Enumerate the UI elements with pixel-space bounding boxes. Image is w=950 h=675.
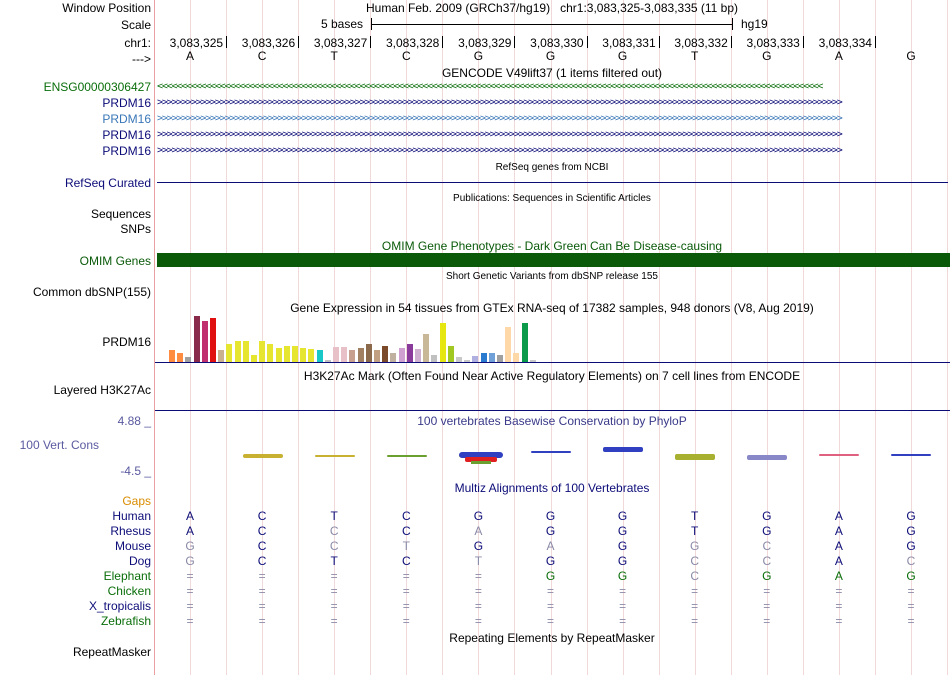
cons-mark-t8 [675, 454, 715, 460]
publications-track-title: Publications: Sequences in Scientific Articles [453, 193, 651, 204]
reference-base: G [545, 49, 556, 63]
multiz-base: = [907, 584, 915, 598]
track-label-omim-genes[interactable]: OMIM Genes [79, 254, 151, 268]
gtex-tissue-bar[interactable] [292, 346, 298, 362]
multiz-base: C [257, 554, 267, 568]
gene-prdm16-arrows-4[interactable]: >>>>>>>>>>>>>>>>>>>>>>>>>>>>>>>>>>>>>>>>>>>>>>>>>>>>>>>>>>>>>>>>>>>>>>>>>>>>>>>>>>>>>>>>>>>>>>>>>>>>>>>>>>>>>>>>>>>>>>>>>>>>>>>>>>>>>>>>>>>>>> [157, 145, 842, 156]
multiz-base: G [906, 509, 916, 523]
multiz-base: = [186, 614, 194, 628]
multiz-base: T [330, 509, 338, 523]
multiz-species-label[interactable]: Elephant [103, 569, 151, 583]
scale-db-label: hg19 [741, 17, 768, 31]
multiz-species-label[interactable]: Human [112, 509, 151, 523]
assembly-position-header [366, 1, 738, 15]
reference-base: A [834, 49, 843, 63]
multiz-base: C [401, 524, 411, 538]
multiz-base: T [402, 539, 410, 553]
gtex-tissue-bar[interactable] [341, 347, 347, 362]
reference-base: C [401, 49, 411, 63]
gencode-track-title: GENCODE V49lift37 (1 items filtered out) [441, 66, 663, 80]
multiz-base: = [474, 584, 482, 598]
track-label-column [0, 0, 153, 675]
multiz-base: G [545, 554, 556, 568]
gtex-tissue-bar[interactable] [317, 350, 323, 362]
multiz-base: C [257, 539, 267, 553]
multiz-base: = [474, 614, 482, 628]
gtex-tissue-bar[interactable] [358, 348, 364, 362]
track-label-ensg[interactable]: ENSG00000306427 [43, 80, 151, 94]
multiz-base: = [258, 584, 266, 598]
ruler-coordinate: 3,083,329 [458, 36, 512, 50]
multiz-base: C [401, 554, 411, 568]
gtex-tissue-bar[interactable] [489, 353, 495, 362]
gtex-tissue-bar[interactable] [407, 344, 413, 362]
multiz-base: = [258, 569, 266, 583]
ruler-coordinate: 3,083,331 [602, 36, 656, 50]
multiz-base: = [546, 599, 555, 613]
multiz-species-label[interactable]: X_tropicalis [88, 599, 151, 613]
multiz-base: = [619, 599, 627, 613]
scale-bar-line [371, 24, 733, 25]
multiz-base: C [762, 539, 772, 553]
cons-mark-a10 [819, 454, 859, 456]
multiz-base: = [474, 599, 482, 613]
ruler-coordinate: 3,083,327 [313, 36, 368, 50]
repeatmasker-track-title: Repeating Elements by RepeatMasker [449, 631, 655, 645]
track-label-gaps[interactable]: Gaps [122, 494, 151, 508]
multiz-base: G [906, 569, 916, 583]
multiz-base: C [906, 554, 916, 568]
ruler-tick [226, 36, 227, 48]
multiz-base: G [545, 569, 556, 583]
scale-bar-end [732, 18, 733, 30]
multiz-base: = [402, 584, 410, 598]
multiz-species-label[interactable]: Zebrafish [100, 614, 151, 628]
gtex-tissue-bar[interactable] [202, 321, 208, 362]
multiz-base: = [186, 599, 194, 613]
reference-base: G [617, 49, 628, 63]
conservation-min-value: -4.5 _ [120, 464, 151, 478]
multiz-base: = [835, 614, 843, 628]
track-data-panel[interactable] [155, 0, 950, 675]
track-label-100-vert-cons[interactable]: 100 Vert. Cons [19, 438, 99, 452]
multiz-base: = [186, 584, 194, 598]
ruler-tick [659, 36, 660, 48]
scale-bar-label: 5 bases [321, 17, 364, 31]
gtex-tissue-bar[interactable] [440, 323, 446, 362]
gtex-tissue-bar[interactable] [366, 344, 372, 362]
track-label-gtex-prdm16[interactable]: PRDM16 [102, 335, 151, 349]
strand-label: ---> [132, 52, 151, 66]
multiz-base: = [763, 584, 771, 598]
multiz-base: = [402, 599, 410, 613]
multiz-base: G [690, 539, 700, 553]
cons-mark-g5-stack [459, 452, 503, 466]
reference-base: C [257, 49, 267, 63]
ruler-tick [370, 36, 371, 48]
gene-prdm16-arrows-2[interactable]: >>>>>>>>>>>>>>>>>>>>>>>>>>>>>>>>>>>>>>>>>>>>>>>>>>>>>>>>>>>>>>>>>>>>>>>>>>>>>>>>>>>>>>>>>>>>>>>>>>>>>>>>>>>>>>>>>>>>>>>>>>>>>>>>>>>>>>>>>>>>>> [157, 113, 842, 124]
multiz-base: A [546, 539, 555, 553]
multiz-base: C [762, 554, 772, 568]
assembly-name: Human Feb. 2009 (GRCh37/hg19) [365, 1, 551, 15]
gtex-track-title: Gene Expression in 54 tissues from GTEx RNA-seq of 17382 samples, 948 donors (V8, Aug 2019) [290, 301, 814, 315]
refseq-gene-line[interactable] [157, 182, 948, 183]
gtex-tissue-bar[interactable] [267, 344, 273, 362]
omim-gene-bar[interactable] [157, 253, 950, 267]
multiz-base: = [691, 584, 699, 598]
multiz-base: = [474, 569, 482, 583]
multiz-base: G [185, 539, 195, 553]
multiz-base: G [906, 539, 916, 553]
multiz-track-title: Multiz Alignments of 100 Vertebrates [454, 481, 650, 495]
gtex-tissue-bar[interactable] [333, 347, 339, 362]
ruler-tick [587, 36, 588, 48]
multiz-species-label[interactable]: Dog [128, 554, 151, 568]
gtex-tissue-bar[interactable] [194, 316, 200, 362]
multiz-base: A [834, 554, 843, 568]
chromosome-label: chr1: [124, 36, 151, 50]
gtex-tissue-bar[interactable] [259, 341, 265, 362]
gtex-tissue-bar[interactable] [235, 341, 241, 362]
gtex-tissue-bar[interactable] [399, 348, 405, 362]
multiz-base: A [185, 509, 195, 523]
reference-base: G [473, 49, 484, 63]
multiz-base: = [402, 569, 410, 583]
multiz-base: T [691, 509, 699, 523]
gtex-tissue-bar[interactable] [374, 350, 380, 362]
multiz-base: = [258, 599, 266, 613]
ruler-coordinate: 3,083,325 [169, 36, 224, 50]
conservation-max-value: 4.88 _ [117, 414, 151, 428]
multiz-species-label[interactable]: Chicken [107, 584, 151, 598]
multiz-base: G [617, 539, 628, 553]
ruler-tick [514, 36, 515, 48]
multiz-species-label[interactable]: Mouse [114, 539, 151, 553]
multiz-base: = [763, 599, 771, 613]
multiz-base: = [907, 614, 915, 628]
multiz-base: C [257, 524, 267, 538]
cons-mark-g9 [747, 455, 787, 460]
position-readout: chr1:3,083,325-3,083,335 (11 bp) [560, 1, 739, 15]
ruler-coordinate: 3,083,332 [674, 36, 728, 50]
track-label-refseq-curated[interactable]: RefSeq Curated [64, 176, 151, 190]
multiz-base: = [619, 584, 627, 598]
multiz-base: G [617, 554, 628, 568]
multiz-base: A [834, 524, 843, 538]
multiz-base: G [473, 539, 484, 553]
gtex-tissue-bar[interactable] [243, 341, 249, 362]
ruler-tick [803, 36, 804, 48]
multiz-base: = [546, 584, 555, 598]
ruler-tick [875, 36, 876, 48]
gtex-tissue-bar[interactable] [226, 344, 232, 362]
gtex-tissue-bar[interactable] [522, 323, 528, 362]
gtex-tissue-bar[interactable] [349, 350, 355, 362]
multiz-base: C [329, 524, 339, 538]
multiz-base: = [619, 614, 627, 628]
multiz-base: = [330, 569, 338, 583]
multiz-base: = [186, 569, 194, 583]
h3k27ac-track-title: H3K27Ac Mark (Often Found Near Active Regulatory Elements) on 7 cell lines from ENCODE [303, 369, 801, 383]
reference-base: A [185, 49, 195, 63]
gtex-tissue-bar[interactable] [431, 355, 437, 362]
reference-base: G [762, 49, 772, 63]
reference-base: T [330, 49, 338, 63]
gtex-tissue-bar[interactable] [390, 353, 396, 362]
multiz-base: G [762, 569, 772, 583]
gtex-bar-chart[interactable] [169, 316, 539, 362]
ruler-coordinate: 3,083,330 [530, 36, 584, 50]
cons-mark-g7 [603, 447, 643, 452]
gene-prdm16-arrows-3[interactable]: >>>>>>>>>>>>>>>>>>>>>>>>>>>>>>>>>>>>>>>>>>>>>>>>>>>>>>>>>>>>>>>>>>>>>>>>>>>>>>>>>>>>>>>>>>>>>>>>>>>>>>>>>>>>>>>>>>>>>>>>>>>>>>>>>>>>>>>>>>>>>> [157, 129, 842, 140]
gtex-tissue-bar[interactable] [423, 334, 429, 362]
multiz-base: G [762, 524, 772, 538]
multiz-base: = [907, 599, 915, 613]
multiz-base: C [690, 569, 700, 583]
gene-ensg-arrows[interactable]: <<<<<<<<<<<<<<<<<<<<<<<<<<<<<<<<<<<<<<<<<<<<<<<<<<<<<<<<<<<<<<<<<<<<<<<<<<<<<<<<<<<<<<<<<<<<<<<<<<<<<<<<<<<<<<<<<<<<<<<<<<<<<<<<<<<<<<<<<< [157, 81, 823, 92]
multiz-base: T [691, 524, 699, 538]
multiz-base: G [473, 509, 484, 523]
ruler-tick [731, 36, 732, 48]
multiz-base: = [763, 614, 771, 628]
ruler-coordinate: 3,083,334 [818, 36, 872, 50]
multiz-base: A [185, 524, 195, 538]
multiz-base: A [834, 509, 843, 523]
track-label-prdm16-2[interactable]: PRDM16 [102, 112, 151, 126]
multiz-base: = [258, 614, 266, 628]
scale-label: Scale [120, 18, 151, 32]
track-label-prdm16-4[interactable]: PRDM16 [102, 144, 151, 158]
gtex-tissue-bar[interactable] [284, 346, 290, 362]
dbsnp-track-title: Short Genetic Variants from dbSNP release 155 [446, 271, 658, 282]
multiz-base: T [474, 554, 483, 568]
multiz-base: G [762, 509, 772, 523]
track-label-prdm16-1[interactable]: PRDM16 [102, 96, 151, 110]
ruler-coordinate: 3,083,326 [241, 36, 296, 50]
track-label-prdm16-3[interactable]: PRDM16 [102, 128, 151, 142]
multiz-base: G [617, 569, 628, 583]
gtex-tissue-bar[interactable] [300, 348, 306, 362]
multiz-base: C [401, 509, 411, 523]
reference-base: G [906, 49, 916, 63]
ruler-tick [298, 36, 299, 48]
ruler-coordinate: 3,083,328 [385, 36, 440, 50]
gtex-tissue-bar[interactable] [251, 355, 257, 362]
multiz-base: = [402, 614, 410, 628]
gtex-tissue-bar[interactable] [276, 348, 282, 362]
track-label-layered-h3k27ac[interactable]: Layered H3K27Ac [53, 383, 151, 397]
multiz-base: = [691, 599, 699, 613]
multiz-base: A [834, 569, 843, 583]
ruler-coordinate: 3,083,333 [746, 36, 800, 50]
cons-mark-g6 [531, 451, 571, 453]
gtex-baseline [155, 362, 950, 363]
multiz-base: G [545, 524, 556, 538]
track-label-sequences[interactable]: Sequences [90, 207, 151, 221]
cons-mark-g11 [891, 454, 931, 456]
track-label-common-dbsnp[interactable]: Common dbSNP(155) [32, 285, 151, 299]
multiz-base: A [834, 539, 843, 553]
gtex-tissue-bar[interactable] [448, 346, 454, 362]
multiz-base: C [690, 554, 700, 568]
multiz-base: G [185, 554, 195, 568]
multiz-base: = [330, 584, 338, 598]
multiz-base: G [906, 524, 916, 538]
multiz-base: G [617, 509, 628, 523]
track-label-repeatmasker[interactable]: RepeatMasker [72, 645, 151, 659]
gtex-tissue-bar[interactable] [513, 353, 519, 362]
gtex-tissue-bar[interactable] [169, 350, 175, 362]
track-label-snps[interactable]: SNPs [120, 222, 151, 236]
phylop-track-title: 100 vertebrates Basewise Conservation by PhyloP [417, 414, 687, 428]
omim-track-title: OMIM Gene Phenotypes - Dark Green Can Be Disease-causing [381, 239, 723, 253]
gtex-tissue-bar[interactable] [382, 346, 388, 362]
gtex-tissue-bar[interactable] [177, 353, 183, 362]
ruler-tick [442, 36, 443, 48]
multiz-base: = [835, 584, 843, 598]
gtex-tissue-bar[interactable] [210, 318, 216, 362]
multiz-base: T [330, 554, 338, 568]
multiz-base: A [474, 524, 483, 538]
multiz-base: G [617, 524, 628, 538]
multiz-base: = [330, 599, 338, 613]
multiz-base: C [257, 509, 267, 523]
window-position-label: Window Position [62, 1, 151, 15]
gtex-tissue-bar[interactable] [415, 349, 421, 362]
multiz-base: = [691, 614, 699, 628]
reference-base: T [691, 49, 699, 63]
gene-prdm16-arrows-1[interactable]: >>>>>>>>>>>>>>>>>>>>>>>>>>>>>>>>>>>>>>>>>>>>>>>>>>>>>>>>>>>>>>>>>>>>>>>>>>>>>>>>>>>>>>>>>>>>>>>>>>>>>>>>>>>>>>>>>>>>>>>>>>>>>>>>>>>>>>>>>>>>>> [157, 97, 842, 108]
multiz-base: = [546, 614, 555, 628]
gtex-tissue-bar[interactable] [308, 349, 314, 362]
cons-mark-c2 [315, 455, 355, 457]
multiz-base: = [330, 614, 338, 628]
gtex-tissue-bar[interactable] [481, 353, 487, 362]
multiz-base: = [835, 599, 843, 613]
cons-mark-t3 [387, 455, 427, 457]
multiz-species-label[interactable]: Rhesus [110, 524, 151, 538]
refseq-track-title: RefSeq genes from NCBI [495, 162, 609, 173]
multiz-base: G [545, 509, 556, 523]
gtex-tissue-bar[interactable] [218, 350, 224, 362]
cons-mark-c1 [243, 454, 283, 458]
multiz-base: C [329, 539, 339, 553]
gtex-tissue-bar[interactable] [505, 327, 511, 362]
gtex-tissue-bar[interactable] [497, 355, 503, 362]
h3k27ac-baseline [155, 410, 950, 411]
